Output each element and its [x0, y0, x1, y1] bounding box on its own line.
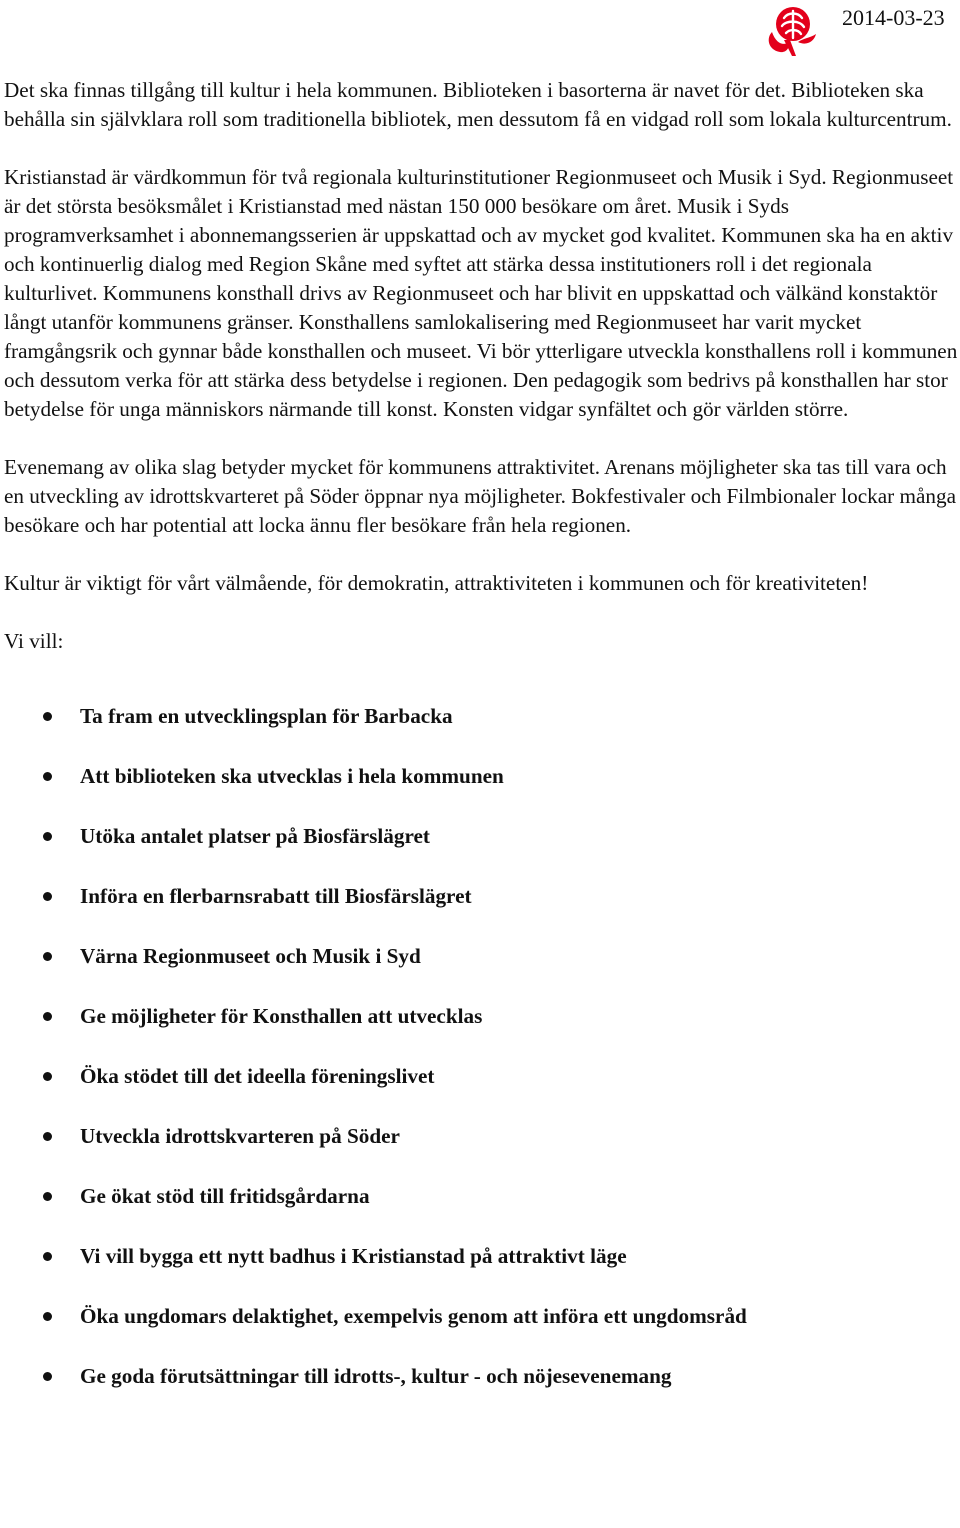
bullet-icon	[43, 1252, 52, 1261]
goal-text: Ge goda förutsättningar till idrotts-, kultur - och nöjesevenemang	[80, 1364, 672, 1388]
bullet-icon	[43, 832, 52, 841]
list-item	[4, 702, 960, 762]
goal-text: Öka ungdomars delaktighet, exempelvis genom att införa ett ungdomsråd	[80, 1304, 747, 1328]
bullet-icon	[43, 1192, 52, 1201]
page-header	[0, 0, 960, 60]
goal-text: Att biblioteken ska utvecklas i hela kommunen	[80, 764, 504, 788]
list-item	[4, 1122, 960, 1182]
list-item	[4, 1242, 960, 1302]
bullet-icon	[43, 772, 52, 781]
goal-text: Utveckla idrottskvarteren på Söder	[80, 1124, 400, 1148]
goal-text: Införa en flerbarnsrabatt till Biosfärslägret	[80, 884, 472, 908]
list-item	[4, 942, 960, 1002]
bullet-icon	[43, 1072, 52, 1081]
list-item	[4, 1002, 960, 1062]
list-item	[4, 1302, 960, 1362]
bullet-icon	[43, 1372, 52, 1381]
bullet-icon	[43, 952, 52, 961]
goals-list	[4, 702, 960, 1422]
red-rose-icon	[762, 2, 820, 58]
list-item	[4, 762, 960, 822]
list-item	[4, 1182, 960, 1242]
goal-text: Utöka antalet platser på Biosfärslägret	[80, 824, 430, 848]
goal-text: Ta fram en utvecklingsplan för Barbacka	[80, 704, 453, 728]
paragraph-regional-institutions: Kristianstad är värdkommun för två regionala kulturinstitutioner Regionmuseet och Musik i Syd. Regionmuseet är det största besöksmålet i Kristianstad med nästan 150 000 besökare om året. Musik i Syds programverksamhet i abonnemangsserien är uppskattad och av mycket god kvalitet. Kommunen ska ha en aktiv och kontinuerlig dialog med Region Skåne med syftet att stärka dessa institutioners roll i det regionala kulturlivet. Kommunens konsthall drivs av Regionmuseet och har blivit en uppskattad och välkänd konstaktör långt utanför kommunens gränser. Konsthallens samlokalisering med Regionmuseet har varit mycket framgångsrik och gynnar både konsthallen och museet. Vi bör ytterligare utveckla konsthallens roll i kommunen och dessutom verka för att stärka dess betydelse i regionen. Den pedagogik som bedrivs på konsthallen har stor betydelse för unga människors närmande till konst. Konsten vidgar synfältet och gör världen större.	[4, 165, 958, 421]
list-item	[4, 822, 960, 882]
paragraph-events: Evenemang av olika slag betyder mycket för kommunens attraktivitet. Arenans möjligheter ska tas till vara och en utveckling av idrottskvarteret på Söder öppnar nya möjligheter. Bokfestivaler och Filmbionaler lockar många besökare och har potential att locka ännu fler besökare från hela regionen.	[4, 455, 956, 537]
goal-text: Värna Regionmuseet och Musik i Syd	[80, 944, 421, 968]
list-item	[4, 1062, 960, 1122]
bullet-icon	[43, 712, 52, 721]
bullet-icon	[43, 1012, 52, 1021]
bullet-icon	[43, 1132, 52, 1141]
paragraph-libraries: Det ska finnas tillgång till kultur i hela kommunen. Biblioteken i basorterna är navet för det. Biblioteken ska behålla sin självklara roll som traditionella bibliotek, men dessutom få en vidgad roll som lokala kulturcentrum.	[4, 78, 952, 131]
goal-text: Vi vill bygga ett nytt badhus i Kristianstad på attraktivt läge	[80, 1244, 627, 1268]
document-date: 2014-03-23	[842, 5, 945, 30]
list-item	[4, 1362, 960, 1422]
goal-text: Ge möjligheter för Konsthallen att utvecklas	[80, 1004, 483, 1028]
bullet-icon	[43, 1312, 52, 1321]
goal-text: Öka stödet till det ideella föreningslivet	[80, 1064, 435, 1088]
goal-text: Ge ökat stöd till fritidsgårdarna	[80, 1184, 370, 1208]
list-item	[4, 882, 960, 942]
goals-heading: Vi vill:	[4, 629, 64, 653]
document-body	[4, 76, 960, 1422]
paragraph-culture-summary: Kultur är viktigt för vårt välmående, för demokratin, attraktiviteten i kommunen och för kreativiteten!	[4, 571, 869, 595]
bullet-icon	[43, 892, 52, 901]
